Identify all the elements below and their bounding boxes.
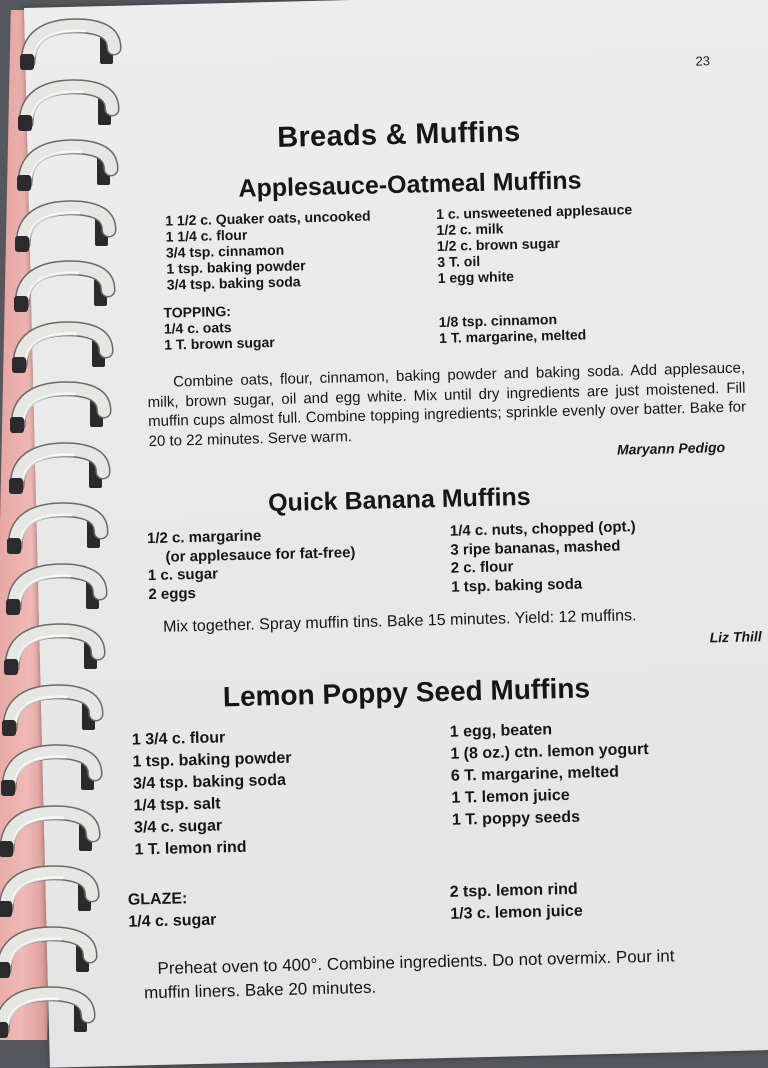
ingredient: 1/2 c. milk	[436, 220, 504, 238]
section-title: Breads & Muffins	[276, 115, 521, 154]
ingredients-left-applesauce	[165, 208, 372, 293]
ingredient: 1/4 c. sugar	[128, 911, 217, 931]
ingredient: 1 1/4 c. flour	[165, 226, 248, 245]
spiral-coil	[3, 442, 111, 500]
ingredient: 2 eggs	[148, 584, 197, 603]
recipe-title-applesauce-oatmeal: Applesauce-Oatmeal Muffins	[238, 166, 582, 203]
directions-applesauce: Combine oats, flour, cinnamon, baking powder and baking soda. Add applesauce, milk, brown sugar, oil and egg white. Mix until dry ingredients are just moistened. Fill muffin cups almost full. Combine topping ingredients; sprinkle evenly over batter. Bake for 20 to 22 minutes. Serve warm.	[147, 359, 747, 450]
ingredient: 3/4 tsp. baking soda	[166, 273, 301, 293]
ingredient: 1 T. lemon rind	[134, 838, 247, 859]
glaze-right	[449, 879, 583, 926]
spiral-coil	[0, 563, 108, 621]
page-number: 23	[695, 53, 711, 69]
spiral-coil	[0, 744, 103, 802]
ingredient: 1 c. unsweetened applesauce	[435, 201, 633, 222]
spiral-coil	[0, 805, 101, 863]
spiral-coil	[0, 986, 96, 1044]
spiral-coil	[11, 139, 119, 197]
spiral-coil	[0, 623, 106, 681]
topping-left	[163, 302, 275, 353]
ingredient: 1/2 c. brown sugar	[436, 234, 561, 254]
ingredient: 1 T. brown sugar	[164, 333, 275, 353]
directions-lemon	[143, 940, 768, 1006]
ingredient: 1 c. sugar	[147, 565, 219, 585]
directions-line: Preheat oven to 400°. Combine ingredients. Do not overmix. Pour int	[157, 946, 675, 979]
ingredient: 3 T. oil	[437, 252, 481, 270]
ingredient: 3/4 tsp. baking soda	[132, 771, 287, 793]
ingredients-right-lemon	[450, 717, 651, 832]
page-content	[127, 31, 768, 1003]
ingredient: 1 egg white	[437, 268, 515, 286]
ingredient: 3/4 tsp. cinnamon	[165, 241, 285, 261]
spiral-coil	[4, 381, 112, 439]
glaze-left	[128, 888, 217, 934]
spiral-coil	[6, 321, 114, 379]
recipe-title-quick-banana: Quick Banana Muffins	[267, 482, 531, 518]
ingredient: 1 tsp. baking powder	[132, 749, 292, 771]
ingredient: 2 c. flour	[450, 558, 514, 577]
ingredient: 2 tsp. lemon rind	[449, 880, 578, 901]
ingredient: 1/2 c. margarine	[146, 527, 262, 548]
cookbook-page	[24, 0, 768, 1068]
directions-line: muffin liners. Bake 20 minutes.	[143, 977, 377, 1003]
ingredient: 1 (8 oz.) ctn. lemon yogurt	[450, 740, 649, 763]
spiral-coil	[9, 200, 117, 258]
ingredient: 1/4 tsp. salt	[133, 795, 221, 815]
ingredient: 1/3 c. lemon juice	[450, 902, 583, 923]
ingredients-right-banana	[450, 518, 638, 597]
spiral-coil	[14, 18, 122, 76]
ingredient: 1 T. poppy seeds	[451, 808, 581, 829]
spiral-coil	[8, 260, 116, 318]
spiral-coil	[0, 926, 98, 984]
ingredient: 1 1/2 c. Quaker oats, uncooked	[165, 207, 371, 229]
ingredient: 1 tsp. baking powder	[166, 257, 306, 277]
author-liz: Liz Thill	[709, 628, 762, 646]
recipe-title-lemon-poppy: Lemon Poppy Seed Muffins	[222, 672, 591, 713]
ingredient: 6 T. margarine, melted	[450, 763, 620, 785]
ingredient: 3 ripe bananas, mashed	[450, 537, 621, 559]
spiral-coil	[1, 502, 109, 560]
author-maryann: Maryann Pedigo	[616, 439, 726, 458]
directions-banana: Mix together. Spray muffin tins. Bake 15 minutes. Yield: 12 muffins.	[162, 607, 637, 636]
ingredient: 1 T. lemon juice	[451, 786, 570, 807]
ingredient: 1 tsp. baking soda	[451, 575, 583, 596]
glaze-label: GLAZE:	[127, 890, 188, 909]
ingredient: 1/4 c. nuts, chopped (opt.)	[449, 518, 636, 540]
topping-right	[439, 310, 587, 346]
ingredients-right-applesauce	[436, 201, 634, 286]
ingredient: 1 T. margarine, melted	[438, 326, 587, 346]
ingredient: 1 egg, beaten	[449, 721, 553, 741]
topping-label: TOPPING:	[163, 303, 232, 321]
ingredient: (or applesauce for fat-free)	[165, 543, 356, 566]
ingredients-left-lemon	[132, 726, 294, 862]
ingredient: 1 3/4 c. flour	[131, 729, 226, 749]
ingredients-left-banana	[147, 525, 357, 604]
ingredient: 1/8 tsp. cinnamon	[438, 311, 558, 330]
ingredient: 1/4 c. oats	[163, 319, 232, 337]
spiral-binding	[0, 0, 130, 1024]
spiral-coil	[0, 865, 100, 923]
ingredient: 3/4 c. sugar	[133, 817, 223, 837]
spiral-coil	[12, 79, 120, 137]
spiral-coil	[0, 684, 104, 742]
